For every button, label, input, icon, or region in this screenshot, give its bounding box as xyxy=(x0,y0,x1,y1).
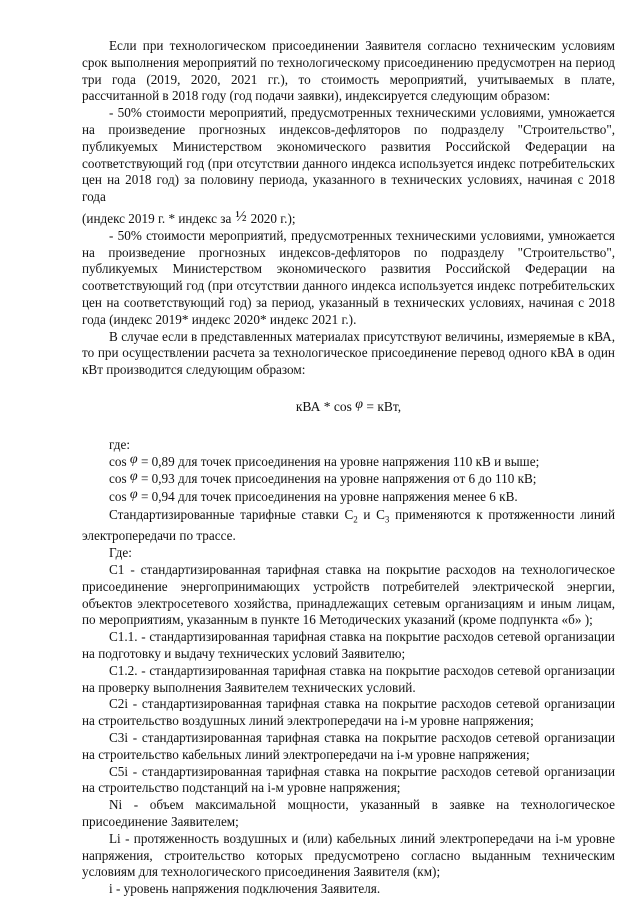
cos-label: cos xyxy=(109,471,127,487)
definition-c5i: С5i - стандартизированная тарифная ставка на покрытие расходов сетевой организации на строительство подстанций на i-м уровне напряжения; xyxy=(82,763,615,796)
rate-text: Стандартизированные тарифные ставки С xyxy=(109,506,354,522)
paragraph-indexation-half-period xyxy=(82,105,615,206)
paragraph-indexation-full-period: - 50% стоимости мероприятий, предусмотренных техническими условиями, умножается на произведение прогнозных индексов-дефляторов по подразделу "Строительство", публикуемых Министерством экономического развития Российской Федерации на соответствующий год (при отсутствии данного индекса используется индекс потребительских цен на соответствующий год) за период, указанный в технических условиях, начиная с 2018 года (индекс 2019* индекс 2020* индекс 2021 г.). xyxy=(82,227,615,327)
definition-li: Li - протяженность воздушных и (или) кабельных линий электропередачи на i-м уровне напряжения, строительство которых предусмотрено согласно выданным техническим условиям для технологического присоединения Заявителя (км); xyxy=(82,830,615,880)
cos-label: cos xyxy=(109,489,127,505)
one-half-fraction: ½ xyxy=(235,208,247,225)
rate-text: применяются к протяженности линий электропередачи по трассе. xyxy=(82,506,616,544)
definition-c3i: С3i - стандартизированная тарифная ставка на покрытие расходов сетевой организации на строительство кабельных линий электропередачи на i-м уровне напряжения; xyxy=(82,729,615,762)
phi-symbol: φ xyxy=(355,396,363,412)
definition-c1-2: С1.2. - стандартизированная тарифная ставка на покрытие расходов сетевой организации на проверку выполнения Заявителем технических условий. xyxy=(82,662,615,695)
cos-phi-line-1 xyxy=(109,451,615,472)
cos-phi-line-3 xyxy=(109,489,615,507)
paragraph-text: - 50% стоимости мероприятий, предусмотренных техническими условиями, умножается на произведение прогнозных индексов-дефляторов по подразделу "Строительство", публикуемых Министерством экономического развития Российской Федерации на соответствующий год (при отсутствии данного индекса используется индекс потребительских цен на 2018 год) за половину периода, указанного в технических условиях, начиная с 2018 года xyxy=(82,105,615,205)
phi-symbol: φ xyxy=(129,469,138,485)
conversion-formula xyxy=(82,396,615,417)
index-tail-text: (индекс 2019 г. * индекс за xyxy=(82,210,232,226)
formula-left: кВА * cos xyxy=(295,398,352,414)
document-page xyxy=(82,38,615,898)
paragraph-index-tail xyxy=(82,208,615,228)
cos-phi-line-2 xyxy=(109,471,615,489)
definition-c1-1: С1.1. - стандартизированная тарифная ставка на покрытие расходов сетевой организации на подготовку и выдачу технических условий Заявителю; xyxy=(82,629,615,661)
cos-value-text: = 0,94 для точек присоединения на уровне напряжения менее 6 кВ. xyxy=(140,489,518,505)
phi-symbol: φ xyxy=(129,451,138,467)
definition-c1: С1 - стандартизированная тарифная ставка на покрытие расходов на технологическое присоединение энергопринимающих устройств потребителей электрической энергии, объектов электросетевого хозяйства, принадлежащих сетевым организациям и иным лицам, по мероприятиям, указанным в пункте 16 Методических указаний (кроме подпункта «б» ); xyxy=(82,561,615,628)
where-label: где: xyxy=(109,436,130,452)
definition-ni: Ni - объем максимальной мощности, указанный в заявке на технологическое присоединение Заявителем; xyxy=(82,797,615,829)
where-label: Где: xyxy=(109,545,132,561)
paragraph-c2-c3-rates xyxy=(82,507,615,545)
formula-right: = кВт, xyxy=(366,398,402,414)
paragraph-kva-conversion: В случае если в представленных материалах присутствуют величины, измеряемые в кВА, то при осуществлении расчета за технологическое присоединение перевод одного кВА в один кВт производится следующим образом: xyxy=(82,328,615,378)
definition-c2i: С2i - стандартизированная тарифная ставка на покрытие расходов сетевой организации на строительство воздушных линий электропередачи на i-м уровне напряжения; xyxy=(82,696,615,729)
cos-value-text: = 0,93 для точек присоединения на уровне напряжения от 6 до 110 кВ; xyxy=(140,471,537,487)
phi-symbol: φ xyxy=(129,487,138,503)
subscript: 3 xyxy=(384,514,390,525)
subscript: 2 xyxy=(353,514,358,525)
cos-label: cos xyxy=(109,453,127,469)
cos-value-text: = 0,89 для точек присоединения на уровне напряжения 110 кВ и выше; xyxy=(140,453,540,469)
rate-text: и С xyxy=(357,506,385,522)
paragraph-indexation-intro: Если при технологическом присоединении Заявителя согласно техническим условиям срок выполнения мероприятий по технологическому присоединению предусмотрен на период три года (2019, 2020, 2021 гг.), то стоимость мероприятий, учитываемых в плате, рассчитанной в 2018 году (год подачи заявки), индексируется следующим образом: xyxy=(82,38,615,104)
index-tail-year: 2020 г.); xyxy=(250,210,296,226)
definition-i: i - уровень напряжения подключения Заявителя. xyxy=(109,881,381,897)
